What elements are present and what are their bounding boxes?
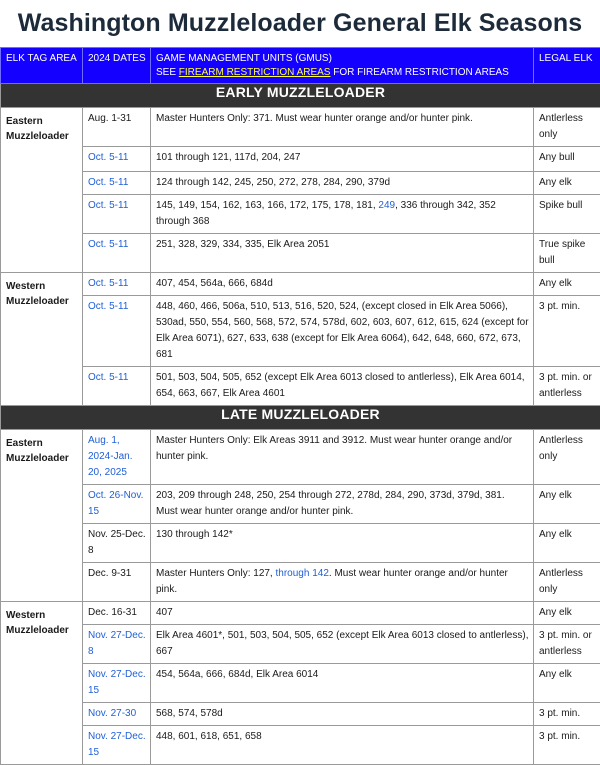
gmu-cell: 501, 503, 504, 505, 652 (except Elk Area 6013 closed to antlerless), Elk Area 6014, 654, 663, 667, Elk Area 4601 xyxy=(151,367,534,406)
legal-cell: Spike bull xyxy=(534,195,600,234)
gmu-cell: Master Hunters Only: Elk Areas 3911 and 3912. Must wear hunter orange and/or hunter pink. xyxy=(151,430,534,485)
date-cell[interactable]: Oct. 5-11 xyxy=(83,296,151,367)
gmu-cell: Elk Area 4601*, 501, 503, 504, 505, 652 (except Elk Area 6013 closed to antlerless), 667 xyxy=(151,625,534,664)
gmu-cell xyxy=(151,195,534,234)
date-cell: Dec. 9-31 xyxy=(83,563,151,602)
legal-cell: 3 pt. min. xyxy=(534,703,600,726)
table-row xyxy=(1,563,600,602)
gmu-text: , 336 through 342, 352 through 368 xyxy=(156,200,496,227)
table-row xyxy=(1,367,600,406)
date-cell[interactable]: Oct. 26-Nov. 15 xyxy=(83,485,151,524)
gmu-cell xyxy=(151,563,534,602)
elk-seasons-table xyxy=(0,47,600,765)
table-row xyxy=(1,195,600,234)
section-title-early: EARLY MUZZLELOADER xyxy=(1,84,600,108)
legal-cell: Antlerless only xyxy=(534,108,600,147)
gmu-cell: 568, 574, 578d xyxy=(151,703,534,726)
gmu-cell: 448, 601, 618, 651, 658 xyxy=(151,726,534,765)
legal-cell: 3 pt. min. or antlerless xyxy=(534,625,600,664)
gmu-header-title: GAME MANAGEMENT UNITS (GMUS) xyxy=(156,53,332,64)
table-row xyxy=(1,664,600,703)
col-header-dates: 2024 DATES xyxy=(83,48,151,84)
table-row xyxy=(1,602,600,625)
gmu-cell: 448, 460, 466, 506a, 510, 513, 516, 520, 524, (except closed in Elk Area 5066), 530ad, 550, 554, 560, 568, 572, 574, 578d, 602, 603, 607, 612, 615, 624 (except for Elk Area 6071), 627, 633, 638 (except for Elk Area 6064), 642, 648, 660, 672, 673, 681 xyxy=(151,296,534,367)
area-cell: Western Muzzleloader xyxy=(1,273,83,406)
area-cell: Eastern Muzzleloader xyxy=(1,430,83,602)
date-cell: Aug. 1-31 xyxy=(83,108,151,147)
page-title: Washington Muzzleloader General Elk Seasons xyxy=(0,0,600,47)
legal-cell: Any elk xyxy=(534,602,600,625)
legal-cell: Any elk xyxy=(534,273,600,296)
gmu-header-see: SEE xyxy=(156,67,179,78)
col-header-legal: LEGAL ELK xyxy=(534,48,600,84)
date-cell[interactable]: Nov. 27-Dec. 15 xyxy=(83,664,151,703)
gmu-header-see-post: FOR FIREARM RESTRICTION AREAS xyxy=(330,67,508,78)
date-cell: Nov. 25-Dec. 8 xyxy=(83,524,151,563)
table-row xyxy=(1,726,600,765)
gmu-text: Master Hunters Only: 127, xyxy=(156,568,276,579)
table-row xyxy=(1,147,600,172)
table-row xyxy=(1,524,600,563)
firearm-restriction-areas-link[interactable]: FIREARM RESTRICTION AREAS xyxy=(179,67,331,78)
gmu-cell: 203, 209 through 248, 250, 254 through 272, 278d, 284, 290, 373d, 379d, 381. Must wear hunter orange and/or hunter pink. xyxy=(151,485,534,524)
col-header-gmu xyxy=(151,48,534,84)
table-row xyxy=(1,625,600,664)
date-cell[interactable]: Nov. 27-30 xyxy=(83,703,151,726)
date-cell[interactable]: Oct. 5-11 xyxy=(83,195,151,234)
date-cell: Dec. 16-31 xyxy=(83,602,151,625)
gmu-highlight: through 142 xyxy=(276,568,329,579)
table-row xyxy=(1,172,600,195)
gmu-highlight: 249 xyxy=(378,200,395,211)
legal-cell: 3 pt. min. or antlerless xyxy=(534,367,600,406)
section-row-early xyxy=(1,84,600,108)
area-cell: Eastern Muzzleloader xyxy=(1,108,83,273)
legal-cell: 3 pt. min. xyxy=(534,726,600,765)
gmu-cell: 407, 454, 564a, 666, 684d xyxy=(151,273,534,296)
legal-cell: 3 pt. min. xyxy=(534,296,600,367)
table-row xyxy=(1,430,600,485)
col-header-area: ELK TAG AREA xyxy=(1,48,83,84)
table-row xyxy=(1,273,600,296)
gmu-cell: 407 xyxy=(151,602,534,625)
header-row xyxy=(1,48,600,84)
gmu-text: . Must wear hunter orange and/or hunter pink. xyxy=(156,568,508,595)
gmu-cell: 101 through 121, 117d, 204, 247 xyxy=(151,147,534,172)
date-cell[interactable]: Oct. 5-11 xyxy=(83,172,151,195)
area-cell: Western Muzzleloader xyxy=(1,602,83,765)
table-row xyxy=(1,108,600,147)
legal-cell: Any elk xyxy=(534,664,600,703)
gmu-cell: 454, 564a, 666, 684d, Elk Area 6014 xyxy=(151,664,534,703)
gmu-text: 145, 149, 154, 162, 163, 166, 172, 175, 178, 181, xyxy=(156,200,378,211)
gmu-cell: 130 through 142* xyxy=(151,524,534,563)
date-cell[interactable]: Oct. 5-11 xyxy=(83,273,151,296)
legal-cell: Antlerless only xyxy=(534,563,600,602)
gmu-cell: Master Hunters Only: 371. Must wear hunter orange and/or hunter pink. xyxy=(151,108,534,147)
legal-cell: Any elk xyxy=(534,524,600,563)
date-cell[interactable]: Oct. 5-11 xyxy=(83,147,151,172)
date-cell[interactable]: Aug. 1, 2024-Jan. 20, 2025 xyxy=(83,430,151,485)
date-cell[interactable]: Oct. 5-11 xyxy=(83,234,151,273)
date-cell[interactable]: Oct. 5-11 xyxy=(83,367,151,406)
gmu-cell: 124 through 142, 245, 250, 272, 278, 284, 290, 379d xyxy=(151,172,534,195)
legal-cell: True spike bull xyxy=(534,234,600,273)
table-row xyxy=(1,703,600,726)
legal-cell: Any bull xyxy=(534,147,600,172)
date-cell[interactable]: Nov. 27-Dec. 15 xyxy=(83,726,151,765)
legal-cell: Any elk xyxy=(534,485,600,524)
legal-cell: Antlerless only xyxy=(534,430,600,485)
gmu-cell: 251, 328, 329, 334, 335, Elk Area 2051 xyxy=(151,234,534,273)
table-row xyxy=(1,485,600,524)
table-row xyxy=(1,296,600,367)
table-row xyxy=(1,234,600,273)
date-cell[interactable]: Nov. 27-Dec. 8 xyxy=(83,625,151,664)
section-row-late xyxy=(1,406,600,430)
legal-cell: Any elk xyxy=(534,172,600,195)
section-title-late: LATE MUZZLELOADER xyxy=(1,406,600,430)
